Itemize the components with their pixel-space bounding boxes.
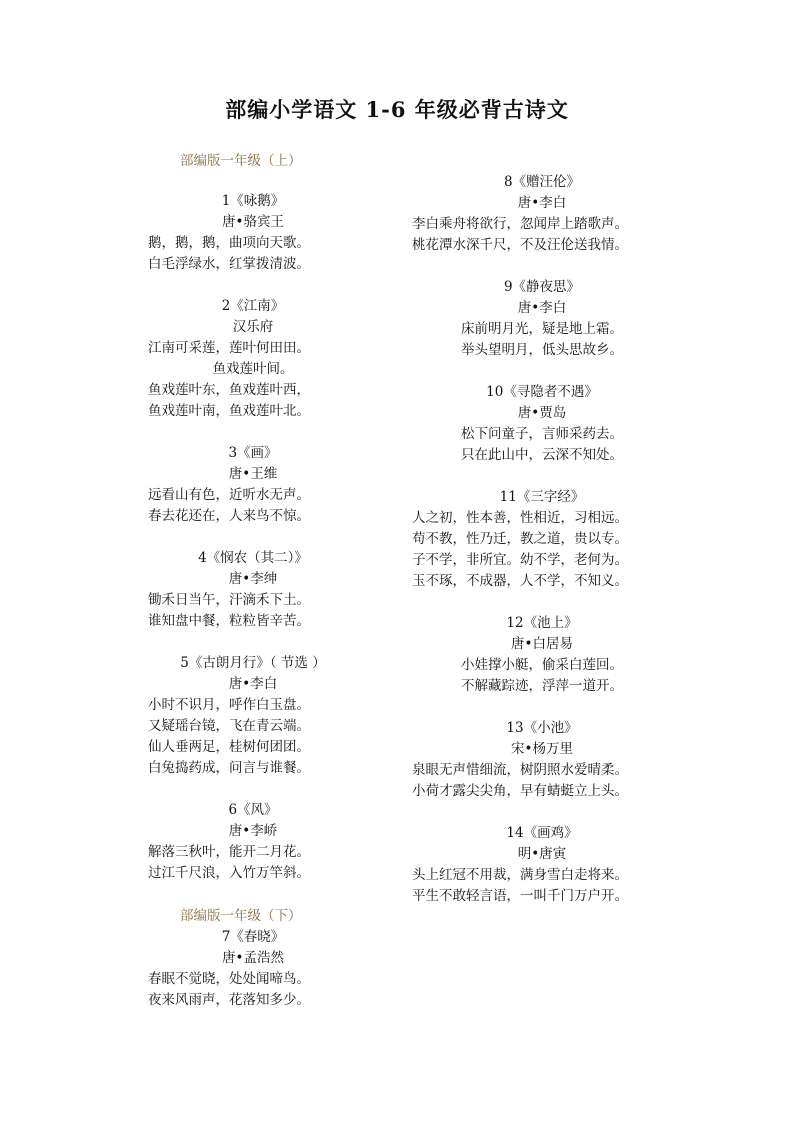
poem-line: 江南可采莲，莲叶何田田。 bbox=[148, 340, 310, 356]
poem-title: 3《画》 bbox=[228, 445, 278, 461]
poem-line: 桃花潭水深千尺，不及汪伦送我情。 bbox=[412, 237, 628, 253]
poem-author: 唐•贾岛 bbox=[517, 405, 567, 421]
poem-line: 只在此山中，云深不知处。 bbox=[461, 447, 623, 463]
poem-line: 仙人垂两足，桂树何团团。 bbox=[148, 739, 310, 755]
poem-author: 唐•骆宾王 bbox=[222, 214, 284, 230]
poem-author: 唐•李白 bbox=[517, 195, 567, 211]
poem-author: 唐•王维 bbox=[228, 466, 278, 482]
poem-author: 唐•李白 bbox=[228, 676, 278, 692]
poem-author: 宋•杨万里 bbox=[511, 741, 573, 757]
grade-heading-1b: 部编版一年级（下） bbox=[180, 908, 302, 924]
poem-title: 13《小池》 bbox=[506, 720, 578, 736]
poem-line: 又疑瑶台镜，飞在青云端。 bbox=[148, 718, 310, 734]
poem-line: 鱼戏莲叶南，鱼戏莲叶北。 bbox=[148, 403, 310, 419]
poem-author: 汉乐府 bbox=[232, 319, 274, 335]
page-title: 部编小学语文 1-6 年级必背古诗文 bbox=[225, 97, 569, 122]
poem-line: 苟不教，性乃迁，教之道，贵以专。 bbox=[412, 531, 628, 547]
poem-title: 9《静夜思》 bbox=[503, 279, 581, 295]
poem-author: 唐•李绅 bbox=[228, 571, 278, 587]
poem-line: 人之初，性本善，性相近，习相远。 bbox=[412, 510, 628, 526]
poem-line: 过江千尺浪，入竹万竿斜。 bbox=[148, 865, 310, 881]
grade-heading-1a: 部编版一年级（上） bbox=[180, 153, 302, 169]
poem-title: 8《赠汪伦》 bbox=[503, 174, 581, 190]
poem-author: 唐•白居易 bbox=[511, 636, 573, 652]
poem-line: 李白乘舟将欲行，忽闻岸上踏歌声。 bbox=[412, 216, 628, 232]
poem-line: 小时不识月，呼作白玉盘。 bbox=[148, 697, 310, 713]
poem-author: 唐•孟浩然 bbox=[222, 950, 284, 966]
poem-author: 唐•李峤 bbox=[228, 823, 278, 839]
poem-line: 举头望明月，低头思故乡。 bbox=[461, 342, 623, 358]
poem-line: 玉不琢，不成器，人不学，不知义。 bbox=[412, 573, 628, 589]
poem-line: 泉眼无声惜细流，树阴照水爱晴柔。 bbox=[412, 762, 628, 778]
poem-line: 白兔捣药成，问言与谁餐。 bbox=[148, 760, 310, 776]
poem-line: 春去花还在，人来鸟不惊。 bbox=[148, 508, 310, 524]
poem-line: 锄禾日当午，汗滴禾下土。 bbox=[148, 592, 310, 608]
poem-line: 远看山有色，近听水无声。 bbox=[148, 487, 310, 503]
poem-line: 夜来风雨声，花落知多少。 bbox=[148, 992, 310, 1008]
poem-author: 唐•李白 bbox=[517, 300, 567, 316]
poem-title: 10《寻隐者不遇》 bbox=[486, 384, 598, 400]
poem-line: 平生不敢轻言语，一叫千门万户开。 bbox=[412, 888, 628, 904]
poem-title: 6《风》 bbox=[228, 802, 278, 818]
poem-title: 5《古朗月行》（ 节选 ） bbox=[180, 655, 326, 671]
poem-title: 2《江南》 bbox=[221, 298, 285, 314]
poem-line: 解落三秋叶，能开二月花。 bbox=[148, 844, 310, 860]
poem-line: 谁知盘中餐，粒粒皆辛苦。 bbox=[148, 613, 310, 629]
poem-title: 11《三字经》 bbox=[499, 489, 585, 505]
poem-title: 4《悯农（其二）》 bbox=[198, 550, 308, 566]
poem-title: 7《春晓》 bbox=[221, 929, 285, 945]
poem-line: 松下问童子，言师采药去。 bbox=[461, 426, 623, 442]
poem-line: 小荷才露尖尖角，早有蜻蜓立上头。 bbox=[412, 783, 628, 799]
poem-line: 白毛浮绿水，红掌拨清波。 bbox=[148, 256, 310, 272]
poem-line: 小娃撑小艇，偷采白莲回。 bbox=[461, 657, 623, 673]
poem-line: 头上红冠不用裁，满身雪白走将来。 bbox=[412, 867, 628, 883]
poem-line: 鱼戏莲叶东，鱼戏莲叶西， bbox=[148, 382, 310, 398]
poem-line: 床前明月光，疑是地上霜。 bbox=[461, 321, 623, 337]
poem-line: 春眠不觉晓，处处闻啼鸟。 bbox=[148, 971, 310, 987]
poem-title: 14《画鸡》 bbox=[506, 825, 578, 841]
poem-line: 不解藏踪迹，浮萍一道开。 bbox=[461, 678, 623, 694]
poem-title: 12《池上》 bbox=[506, 615, 578, 631]
poem-author: 明•唐寅 bbox=[517, 846, 567, 862]
poem-title: 1《咏鹅》 bbox=[221, 193, 285, 209]
poem-line: 鱼戏莲叶间。 bbox=[212, 361, 294, 377]
poem-line: 子不学，非所宜。幼不学，老何为。 bbox=[412, 552, 628, 568]
poem-line: 鹅，鹅，鹅，曲项向天歌。 bbox=[148, 235, 310, 251]
